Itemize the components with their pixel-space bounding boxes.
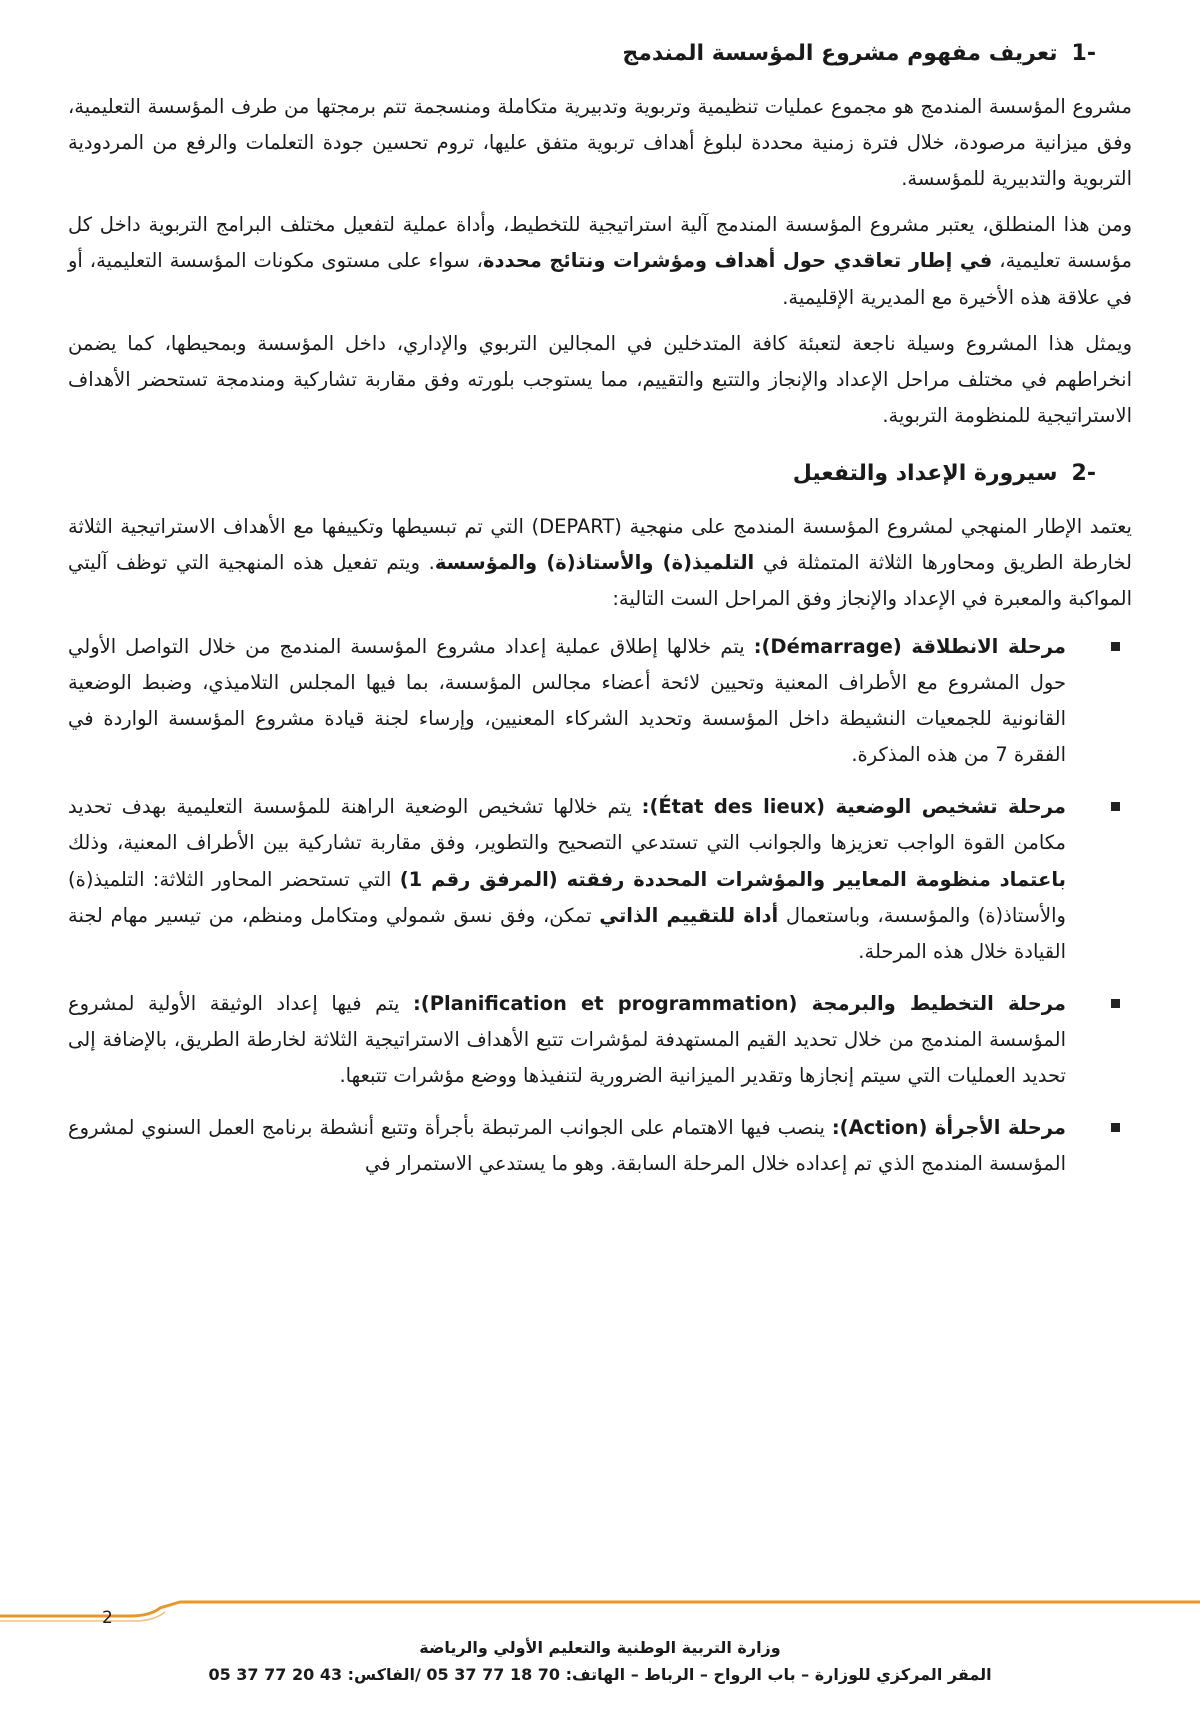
stage-text: يتم خلالها تشخيص الوضعية الراهنة للمؤسسة التعليمية بهدف تحديد مكامن القوة الواجب تعزيزها والجوانب التي تستدعي التصحيح والتطوير، وفق مقاربة تشاركية بين الأطراف المعنية، وذلك (68, 795, 1066, 855)
stage-name: مرحلة التخطيط والبرمجة (Planification et programmation): (412, 991, 1066, 1015)
stage-item-planification (68, 986, 1132, 1094)
paragraph-text: ومن هذا المنطلق، يعتبر مشروع المؤسسة المندمج آلية استراتيجية للتخطيط، وأداة عملية لتفعيل مختلف البرامج التربوية داخل كل مؤسسة تعليمية، (68, 213, 1132, 273)
section-2-heading (68, 456, 1132, 491)
section-1-paragraph-2 (68, 207, 1132, 315)
section-1-paragraph-3: ويمثل هذا المشروع وسيلة ناجعة لتعبئة كافة المتدخلين في المجالين التربوي والإداري، داخل المؤسسة وبمحيطها، كما يضمن انخراطهم في مختلف مراحل الإعداد والإنجاز والتتبع والتقييم، مما يستوجب بلورته وفق مقاربة تشاركية ومندمجة تستحضر الأهداف الاستراتيجية للمنظومة التربوية. (68, 331, 1132, 427)
square-bullet-icon (1111, 1123, 1120, 1132)
section-2-title: سيرورة الإعداد والتفعيل (792, 460, 1058, 486)
stage-item-demarrage (68, 629, 1132, 773)
stage-text: تمكن، وفق نسق شمولي ومتكامل ومنظم، من تيسير مهام لجنة القيادة خلال هذه المرحلة. (68, 903, 1066, 963)
section-2-number: -2 (1071, 460, 1096, 486)
stage-bold-text: أداة للتقييم الذاتي (599, 903, 779, 927)
section-1-number: -1 (1071, 41, 1096, 66)
footer-address: المقر المركزي للوزارة – باب الرواح – الرباط – الهاتف: 70 18 77 37 05 /الفاكس: 43 20 77 37 05 (208, 1665, 992, 1685)
section-1-title: تعريف مفهوم مشروع المؤسسة المندمج (622, 41, 1058, 66)
section-1-heading (68, 36, 1132, 71)
section-2-intro (68, 509, 1132, 617)
section-1-paragraph-1: مشروع المؤسسة المندمج هو مجموع عمليات تنظيمية وتربوية وتدبيرية متكاملة ومنسجمة تتم برمجتها من طرف المؤسسة التعليمية، وفق ميزانية مرصودة، خلال فترة زمنية محددة لبلوغ أهداف تربوية متفق عليها، تروم تحسين جودة التعلمات والرفع من المردودية التربوية والتدبيرية للمؤسسة. (68, 95, 1132, 191)
stage-name: مرحلة الأجرأة (Action): (831, 1115, 1066, 1139)
footer-wave-line (0, 1596, 1200, 1636)
square-bullet-icon (1111, 802, 1120, 811)
paragraph-bold-text: في إطار تعاقدي حول أهداف ومؤشرات ونتائج محددة (482, 249, 993, 273)
footer (0, 1634, 1200, 1688)
stage-text: يتم خلالها إطلاق عملية إعداد مشروع المؤسسة المندمج من خلال التواصل الأولي حول المشروع مع الأطراف المعنية وتحيين لائحة أعضاء مجالس المؤسسة، بما فيها المجلس التلاميذي، وضبط الوضعية القانونية للجمعيات النشيطة داخل المؤسسة وتحديد الشركاء المعنيين، وإرساء لجنة قيادة مشروع المؤسسة الواردة في الفقرة 7 من هذه المذكرة. (68, 635, 1066, 767)
stage-item-etat-des-lieux (68, 789, 1132, 969)
footer-ministry-name: وزارة التربية الوطنية والتعليم الأولي والرياضة (419, 1638, 781, 1657)
paragraph-text: يعتمد الإطار المنهجي لمشروع المؤسسة المندمج على منهجية (DEPART) التي تم تبسيطها وتكييفها مع الأهداف الاستراتيجية الثلاثة لخارطة الطريق ومحاورها الثلاثة المتمثلة في (68, 514, 1132, 574)
stage-bold-text: باعتماد منظومة المعايير والمؤشرات المحددة رفقته (المرفق رقم 1) (399, 867, 1066, 891)
stages-list (68, 629, 1132, 1182)
paragraph-bold-text: التلميذ(ة) والأستاذ(ة) والمؤسسة (434, 551, 755, 574)
stage-text: يتم فيها إعداد الوثيقة الأولية لمشروع المؤسسة المندمج من خلال تحديد القيم المستهدفة لمؤشرات تتبع الأهداف الاستراتيجية الثلاثة لخارطة الطريق، بالإضافة إلى تحديد العمليات التي سيتم إنجازها وتقدير الميزانية الضرورية لتنفيذها ووضع مؤشرات تتبعها. (68, 991, 1066, 1087)
square-bullet-icon (1111, 642, 1120, 651)
paragraph-text: . ويتم تفعيل هذه المنهجية التي توظف آليتي المواكبة والمعبرة في الإعداد والإنجاز وفق المراحل الست التالية: (68, 551, 1132, 611)
stage-text: ينصب فيها الاهتمام على الجوانب المرتبطة بأجرأة وتتبع أنشطة برنامج العمل السنوي لمشروع المؤسسة المندمج الذي تم إعداده خلال المرحلة السابقة. وهو ما يستدعي الاستمرار في (68, 1115, 1066, 1175)
paragraph-text: ، سواء على مستوى مكونات المؤسسة التعليمية، أو في علاقة هذه الأخيرة مع المديرية الإقليمية. (68, 249, 1132, 309)
stage-name: مرحلة تشخيص الوضعية (État des lieux): (641, 795, 1066, 819)
square-bullet-icon (1111, 999, 1120, 1008)
stage-text: التي تستحضر المحاور الثلاثة: التلميذ(ة) والأستاذ(ة) والمؤسسة، وباستعمال (68, 867, 1066, 927)
page-content (68, 36, 1132, 1198)
page-number: 2 (102, 1608, 113, 1628)
stage-name: مرحلة الانطلاقة (Démarrage): (753, 635, 1066, 659)
stage-item-action (68, 1110, 1132, 1182)
